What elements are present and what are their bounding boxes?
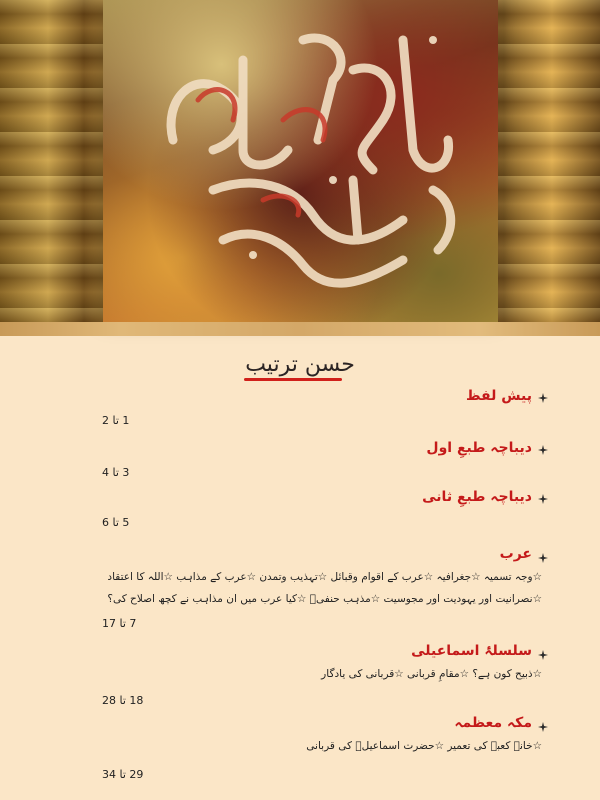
contents-heading-wrap [0,352,600,377]
star-bullet-icon [538,722,548,732]
toc-entry-title: عرب [499,546,532,562]
heading-underline [244,378,342,381]
toc-entry-title: مکہ معظمہ [454,715,532,731]
toc-entry-title: پیش لفظ [466,388,532,404]
toc-entry-title: دیباچہ طبعِ اول [426,440,532,456]
toc-entry-pages: 7 تا 17 [102,617,137,630]
topic-line: ☆ذبیح کون ہے؟ ☆مقامِ قربانی ☆قربانی کی یادگار [321,668,542,680]
gold-divider-bar [0,322,600,336]
toc-entry-pages: 3 تا 4 [102,466,130,479]
star-bullet-icon [538,393,548,403]
topic-line: ☆خانہ کعبہ کی تعمیر ☆حضرت اسماعیلؑ کی قربانی [306,740,542,752]
toc-entry-pages: 29 تا 34 [102,768,144,781]
topic-line: ☆نصرانیت اور یہودیت اور مجوسیت ☆مذہب حنفیؑ ☆کیا عرب میں ان مذاہب نے کچھ اصلاح کی؟ [107,593,542,605]
toc-entry-topics [62,663,542,685]
toc-entry-topics [62,735,542,757]
toc-entry-title: دیباچہ طبعِ ثانی [422,489,532,505]
calligraphy-artwork [103,0,498,322]
star-bullet-icon [538,445,548,455]
toc-entry-pages: 5 تا 6 [102,516,130,529]
calligraphy-graphic [103,0,498,322]
toc-entry-topics [62,566,542,610]
toc-entry-pages: 1 تا 2 [102,414,130,427]
page-title: حسنِ ترتیب [245,352,355,377]
toc-entry-pages: 18 تا 28 [102,694,144,707]
star-bullet-icon [538,650,548,660]
cover-artwork-banner [0,0,600,322]
toc-entry-title: سلسلۂ اسماعیلی [411,643,532,659]
topic-line: ☆وجہ تسمیہ ☆جغرافیہ ☆عرب کے اقوام وقبائل ☆تہذیب وتمدن ☆عرب کے مذاہب ☆اللہ کا اعتقاد [107,571,542,583]
star-bullet-icon [538,494,548,504]
star-bullet-icon [538,553,548,563]
